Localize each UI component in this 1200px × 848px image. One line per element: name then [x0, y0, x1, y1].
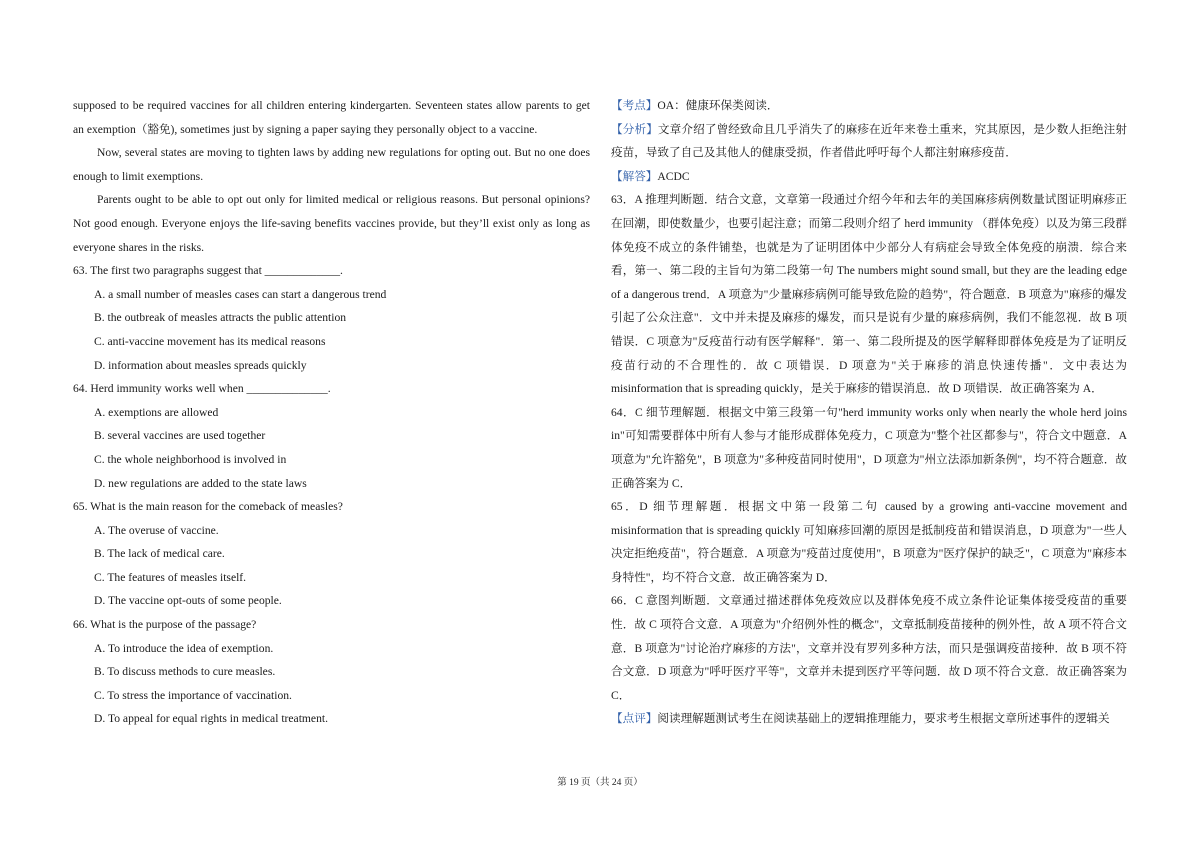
option: B. the outbreak of measles attracts the public attention [94, 311, 347, 325]
kaodian-text: OA：健康环保类阅读． [657, 99, 779, 112]
answer-analysis: 63．A 推理判断题．结合文意，文章第一段通过介绍今年和去年的美国麻疹病例数量试图证明麻疹正在回潮，即使数量少，也要引起注意；而第二段则介绍了 herd immunity （群体免疫）以及为第三段群体免疫不成立的条件铺垫，也就是为了证明团体中少部分人有病症会导致全体免疫的崩溃．综合来看，第一、第二段的主旨句为第二段第一句 The numbers might sound small, but they are the leading edge of a dangerous trend．A 项意为"少量麻疹病例可能导致危险的趋势"，符合题意．B 项意为"麻疹的爆发引起了公众注意"．文中并未提及麻疹的爆发，而只是说有少量的麻疹病例，我们不能忽视．故 B 项错误．C 项意为"反疫苗行动有医学解释"．第一、第二段所提及的医学解释即群体免疫是为了证明反疫苗行动的不合理性的．故 C 项错误．D 项意为"关于麻疹的消息快速传播"．文中表达为 misinformation that is spreading quickly，是关于麻疹的错误消息．故 D 项错误．故正确答案为 A． [611, 193, 1127, 396]
passage-paragraph: Parents ought to be able to opt out only for limited medical or religious reasons. But personal opinions? Not good enough. Everyone enjoys the life-saving benefits vaccines provide, but they’ll exist only as long as everyone shares in the risks. [73, 193, 590, 254]
kaodian-section [611, 94, 1127, 118]
left-column [73, 94, 590, 731]
dianping-text: 阅读理解题测试考生在阅读基础上的逻辑推理能力，要求考生根据文章所述事件的逻辑关 [657, 712, 1110, 726]
option: B. The lack of medical care. [94, 547, 225, 561]
answer-analysis: 65．D 细节理解题．根据文中第一段第二句 caused by a growing anti-vaccine movement and misinformation that is spreading quickly 可知麻疹回潮的原因是抵制疫苗和错误消息，D 项意为"一些人决定拒绝疫苗"，符合题意．A 项意为"疫苗过度使用"，B 项意为"医疗保护的缺乏"，C 项意为"麻疹本身特性"，均不符合文意．故正确答案为 D． [611, 500, 1127, 584]
option: D. new regulations are added to the state laws [94, 476, 307, 490]
jieda-section [611, 165, 1127, 189]
option: A. a small number of measles cases can start a dangerous trend [94, 287, 387, 301]
question-stem: 66. What is the purpose of the passage? [73, 618, 257, 632]
question-stem: 63. The first two paragraphs suggest that _____________. [73, 264, 343, 278]
option: B. several vaccines are used together [94, 429, 266, 443]
option: D. information about measles spreads quickly [94, 358, 307, 372]
option: C. To stress the importance of vaccination. [94, 688, 292, 702]
jieda-text: ACDC [657, 169, 690, 183]
option: C. the whole neighborhood is involved in [94, 452, 287, 466]
page-footer: 第 19 页（共 24 页） [557, 778, 643, 788]
option: B. To discuss methods to cure measles. [94, 665, 276, 679]
option: A. To introduce the idea of exemption. [94, 641, 274, 655]
option: D. To appeal for equal rights in medical treatment. [94, 712, 328, 726]
question-stem: 64. Herd immunity works well when ______________. [73, 382, 331, 396]
right-column [611, 94, 1127, 731]
kaodian-tag: 【考点】 [611, 99, 658, 112]
jieda-tag: 【解答】 [611, 169, 658, 183]
fenxi-tag: 【分析】 [611, 122, 658, 136]
dianping-tag: 【点评】 [611, 712, 658, 726]
option: C. The features of measles itself. [94, 570, 247, 584]
passage-paragraph: Now, several states are moving to tighten laws by adding new regulations for opting out. But no one does enough to limit exemptions. [73, 146, 590, 183]
question-stem: 65. What is the main reason for the comeback of measles? [73, 500, 343, 514]
option: D. The vaccine opt-outs of some people. [94, 594, 282, 608]
answer-analysis: 66．C 意图判断题．文章通过描述群体免疫效应以及群体免疫不成立条件论证集体接受疫苗的重要性．故 C 项符合文意．A 项意为"介绍例外性的概念"，文章抵制疫苗接种的例外性，故 A 项不符合文意．B 项意为"讨论治疗麻疹的方法"，文章并没有罗列多种方法，而只是强调疫苗接种．故 B 项不符合文意．D 项意为"呼吁医疗平等"，文章并未提到医疗平等问题．故 D 项不符合文意．故正确答案为 C． [611, 594, 1127, 702]
fenxi-section [611, 118, 1127, 165]
fenxi-text: 文章介绍了曾经致命且几乎消失了的麻疹在近年来卷土重来，究其原因，是少数人拒绝注射疫苗，导致了自己及其他人的健康受损，作者借此呼吁每个人都注射麻疹疫苗． [611, 122, 1127, 160]
option: A. exemptions are allowed [94, 405, 219, 419]
passage-paragraph: supposed to be required vaccines for all children entering kindergarten. Seventeen states allow parents to get an exemption（豁免), sometimes just by signing a paper saying they personally object to a vaccine. [73, 99, 590, 136]
option: A. The overuse of vaccine. [94, 523, 219, 537]
answer-analysis: 64．C 细节理解题．根据文中第三段第一句"herd immunity works only when nearly the whole herd joins in"可知需要群体中所有人参与才能形成群体免疫力，C 项意为"整个社区都参与"，符合文中题意．A 项意为"允许豁免"，B 项意为"多种疫苗同时使用"，D 项意为"州立法添加新条例"，均不符合题意．故正确答案为 C． [611, 405, 1127, 490]
dianping-section [611, 707, 1127, 731]
option: C. anti-vaccine movement has its medical reasons [94, 334, 326, 348]
